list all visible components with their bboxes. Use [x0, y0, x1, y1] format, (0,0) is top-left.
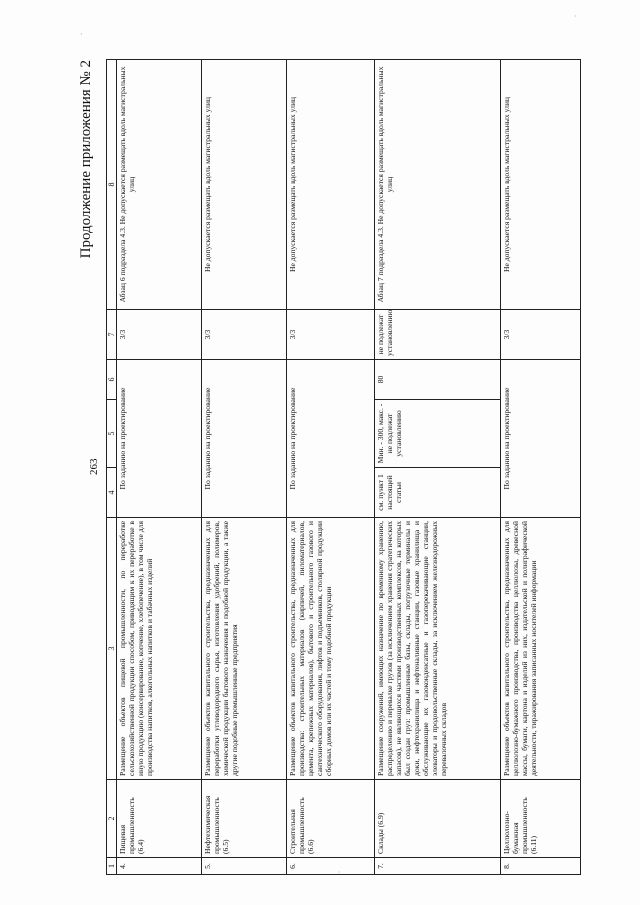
- col-header-7: 7: [107, 310, 117, 360]
- use-type-name: Строительная промышленность (6.6): [287, 780, 375, 858]
- use-description: Размещение объектов пищевой промышленности, по переработке сельскохозяйственной продукции способом, приводящим к их переработке в иную продукцию (консервирование, копчение, хлебопечение), в том числе для производства напитков, алкогольных напитков и табачных изделий: [117, 518, 202, 780]
- header-row: [107, 60, 117, 875]
- use-description: Размещение объектов капитального строительства, предназначенных для целлюлозно-бумажного производства, производства целлюлозы, древесной массы, бумаги, картона и изделий из них, издательской и полиграфической деятельности, тиражирования записанных носителей информации: [501, 518, 581, 780]
- setback-value: см. пункт 1 настоящей статьи: [375, 468, 501, 518]
- scan-speck: ·: [338, 868, 341, 877]
- row-number: 4.: [117, 858, 202, 875]
- restrictions: Абзац 7 подраздела 4.3. Не допускается размещать вдоль магистральных улиц: [375, 60, 501, 310]
- row-number: 5.: [202, 858, 287, 875]
- col-header-4: 4: [107, 468, 117, 518]
- restrictions: Не допускается размещать вдоль магистральных улиц: [202, 60, 287, 310]
- scan-speck: ·: [574, 12, 577, 21]
- floors-value: 3/3: [202, 310, 287, 360]
- scan-speck: ·: [80, 30, 83, 39]
- use-type-name: Нефтехимическая промышленность (6.5): [202, 780, 287, 858]
- table-row: [375, 60, 501, 875]
- table-row: [117, 60, 202, 875]
- restrictions: Не допускается размещать вдоль магистральных улиц: [287, 60, 375, 310]
- floors-value: 3/3: [117, 310, 202, 360]
- design-params: По заданию на проектирование: [117, 360, 202, 518]
- table-row: [501, 60, 581, 875]
- regulations-table: [106, 59, 581, 875]
- col-header-1: 1: [107, 858, 117, 875]
- design-params: По заданию на проектирование: [501, 360, 581, 518]
- floors-value: 3/3: [501, 310, 581, 360]
- col-header-3: 3: [107, 518, 117, 780]
- use-description: Размещение объектов капитального строительства, предназначенных для переработки углеводородного сырья, изготовления удобрений, полимеров, химической продукции бытового назначения и подобной продукции, а также другие подобные промышленные предприятия: [202, 518, 287, 780]
- row-number: 7.: [375, 858, 501, 875]
- table-row: [287, 60, 375, 875]
- restrictions: Абзац 6 подраздела 4.3. Не допускается размещать вдоль магистральных улиц: [117, 60, 202, 310]
- col-header-5: 5: [107, 400, 117, 468]
- col-header-6: 6: [107, 360, 117, 400]
- use-type-name: Пищевая промышленность (6.4): [117, 780, 202, 858]
- use-description: Размещение объектов капитального строительства, предназначенных для производства: строительных материалов (кирпичей, пиломатериалов, цемента, крепежных материалов), бытового и строительного газового и сантехнического оборудования, лифтов и подъемников, столярной продукции сборных домов или их частей и тому подобной продукции: [287, 518, 375, 780]
- floors-value: 3/3: [287, 310, 375, 360]
- design-params: По заданию на проектирование: [202, 360, 287, 518]
- row-number: 8.: [501, 858, 581, 875]
- col-header-2: 2: [107, 780, 117, 858]
- restrictions: Не допускается размещать вдоль магистральных улиц: [501, 60, 581, 310]
- appendix-caption: Продолжение приложения № 2: [78, 60, 94, 259]
- coverage-value: 80: [375, 360, 501, 400]
- col-header-8: 8: [107, 60, 117, 310]
- table-row: [202, 60, 287, 875]
- lot-size-value: Мин. - 300, макс. - не подлежат установлению: [375, 400, 501, 468]
- page-number: 263: [88, 458, 100, 475]
- use-description: Размещение сооружений, имеющих назначение по временному хранению, распределению и перевалке грузов (за исключением хранения стратегических запасов), не являющихся частями производственных комплексов, на которых был создан груз: промышленные базы, склады, погрузочные терминалы и доки, нефтехранилища и нефтеналивные станции, газовые хранилища и обслуживающие их газоконденсатные и газоперекачивающие станции, элеваторы и продовольственные склады, за исключением железнодорожных перевалочных складов: [375, 518, 501, 780]
- use-type-name: Склады (6.9): [375, 780, 501, 858]
- use-type-name: Целлюлозно-бумажная промышленность (6.11): [501, 780, 581, 858]
- floors-value: не подлежат установлению: [375, 310, 501, 360]
- design-params: По заданию на проектирование: [287, 360, 375, 518]
- rotated-content: [80, 60, 570, 875]
- row-number: 6.: [287, 858, 375, 875]
